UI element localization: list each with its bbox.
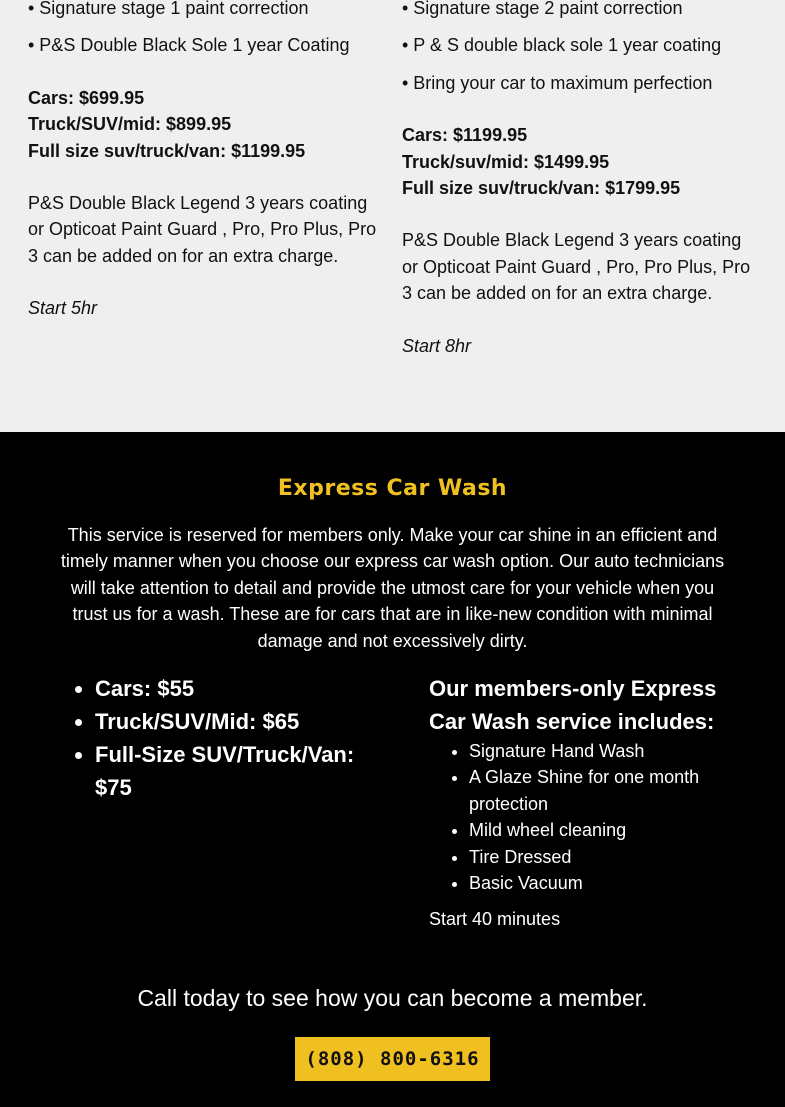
list-item: • Truck/SUV/Mid: $65 — [95, 705, 385, 738]
package-feature: • P&S Double Black Sole 1 year Coating — [28, 35, 350, 56]
express-wash-section — [0, 432, 785, 1107]
list-item: • Tire Dressed — [469, 844, 739, 870]
list-item: • Basic Vacuum — [469, 870, 739, 896]
phone-button[interactable]: (808) 800-6316 — [295, 1037, 490, 1081]
addon-note: P&S Double Black Legend 3 years coating or Opticoat Paint Guard , Pro, Pro Plus, Pro 3 can be added on for an extra charge. — [402, 230, 751, 304]
price-line: Truck/SUV/mid: $899.95 — [28, 114, 232, 135]
stage2-package — [402, 0, 762, 359]
express-price-list — [55, 672, 385, 804]
duration-text: Start 8hr — [402, 335, 472, 356]
price-line: Cars: $699.95 — [28, 87, 145, 108]
call-to-action: Call today to see how you can become a member. — [137, 985, 648, 1011]
list-item: • A Glaze Shine for one month protection — [469, 764, 739, 817]
price-line: Truck/suv/mid: $1499.95 — [402, 151, 610, 172]
section-title: Express Car Wash — [277, 476, 508, 501]
package-feature: • Bring your car to maximum perfection — [402, 72, 713, 93]
includes-list — [429, 738, 739, 896]
list-item: • Mild wheel cleaning — [469, 817, 739, 843]
price-line: Cars: $1199.95 — [402, 125, 528, 146]
paint-correction-section — [0, 0, 785, 432]
duration-text: Start 40 minutes — [429, 909, 561, 930]
stage1-package — [28, 0, 380, 322]
section-description: This service is reserved for members only. Make your car shine in an efficient and timely manner when you choose our express car wash option. Our auto technicians will take attention to detail and provide the utmost care for your vehicle when you trust us for a wash. These are for cars that are in like-new condition with minimal damage and not excessively dirty. — [60, 525, 725, 651]
package-feature: • Signature stage 1 paint correction — [28, 0, 309, 18]
duration-text: Start 5hr — [28, 298, 98, 319]
package-feature: • P & S double black sole 1 year coating — [402, 35, 722, 56]
price-line: Full size suv/truck/van: $1199.95 — [28, 140, 306, 161]
price-line: Full size suv/truck/van: $1799.95 — [402, 178, 681, 199]
includes-block — [429, 672, 739, 933]
list-item: • Signature Hand Wash — [469, 738, 739, 764]
list-item: • Cars: $55 — [95, 672, 385, 705]
includes-heading: Our members-only Express Car Wash service includes: — [429, 676, 717, 734]
package-feature: • Signature stage 2 paint correction — [402, 0, 683, 18]
list-item: • Full-Size SUV/Truck/Van: $75 — [95, 738, 385, 804]
addon-note: P&S Double Black Legend 3 years coating or Opticoat Paint Guard , Pro, Pro Plus, Pro 3 can be added on for an extra charge. — [28, 193, 377, 266]
